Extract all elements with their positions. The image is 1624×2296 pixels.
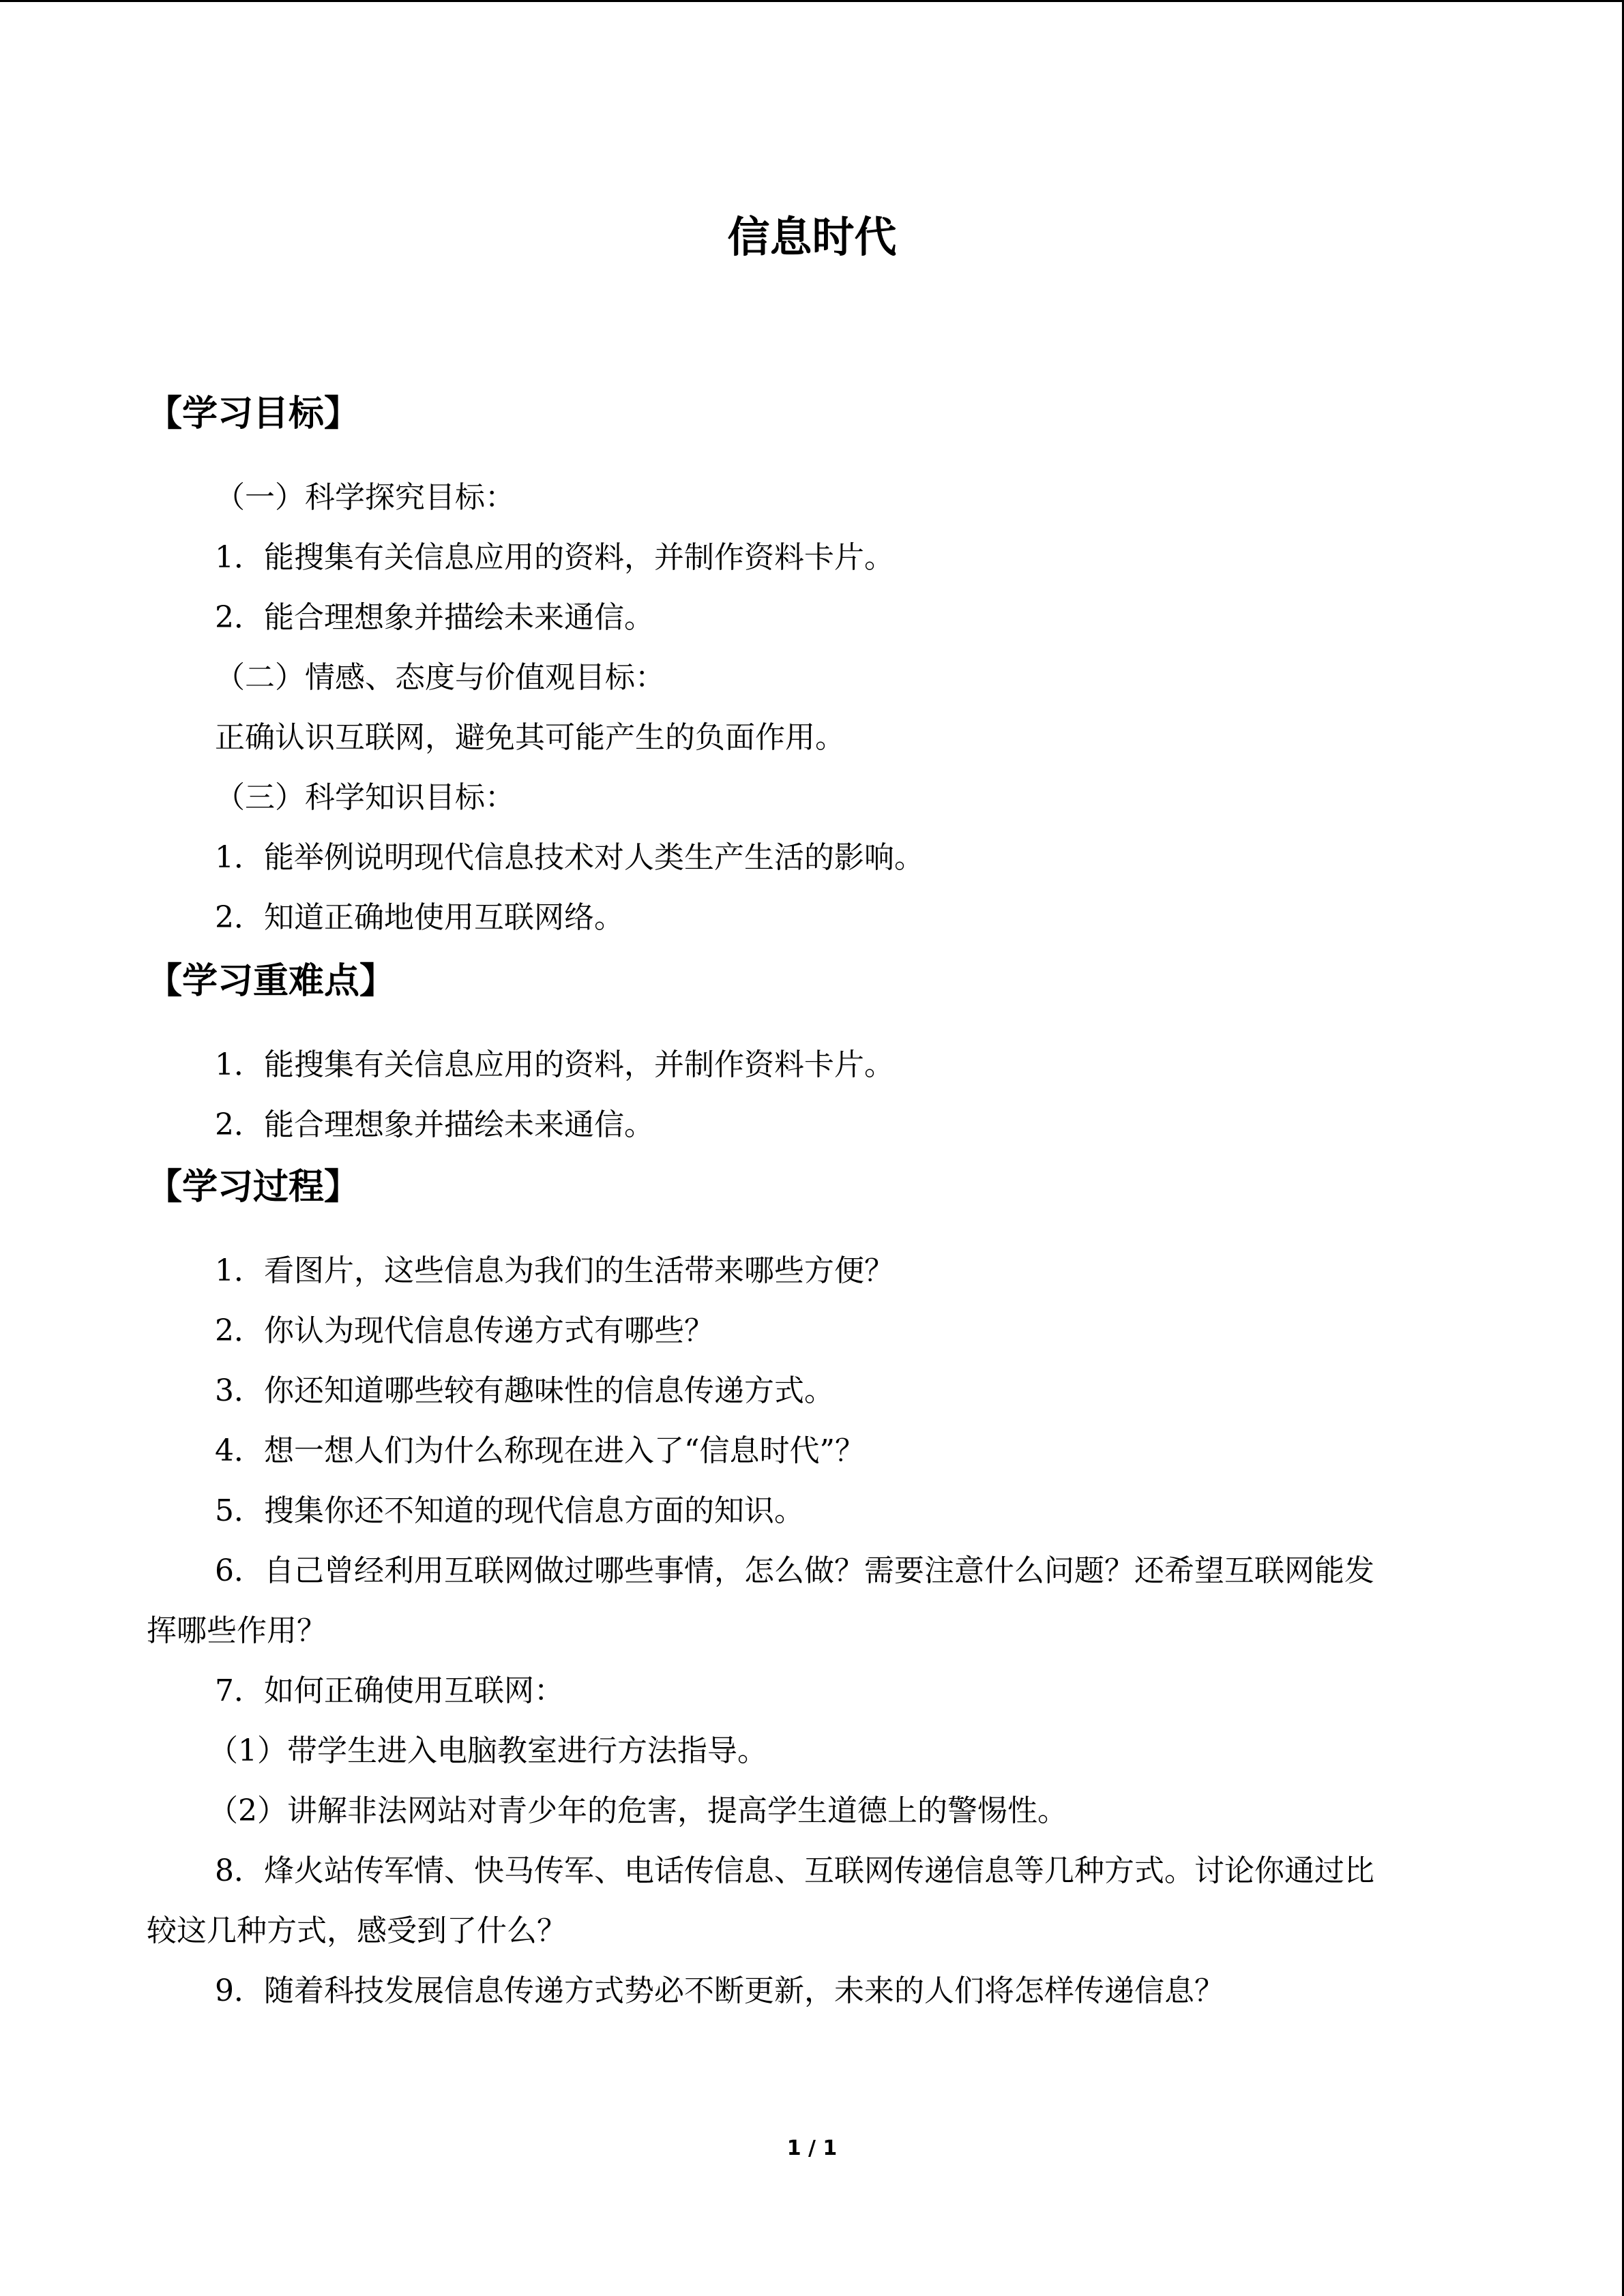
process-line-7-1: （1）带学生进入电脑教室进行方法指导。 [208,1733,767,1768]
goals-line-4: （二）情感、态度与价值观目标： [215,660,665,695]
key-points-line-2: 2．能合理想象并描绘未来通信。 [215,1107,654,1142]
process-line-7: 7．如何正确使用互联网： [215,1673,564,1708]
goals-line-6: （三）科学知识目标： [215,780,515,815]
process-line-7-2: （2）讲解非法网站对青少年的危害，提高学生道德上的警惕性。 [208,1793,1067,1828]
section-heading-process: 【学习过程】 [147,1167,360,1208]
page-number: 1 / 1 [786,2136,838,2160]
goals-line-5: 正确认识互联网，避免其可能产生的负面作用。 [215,720,845,755]
process-line-8: 8．烽火站传军情、快马传军、电话传信息、互联网传递信息等几种方式。讨论你通过比 [215,1853,1374,1888]
process-line-5: 5．搜集你还不知道的现代信息方面的知识。 [215,1493,804,1528]
goals-line-8: 2．知道正确地使用互联网络。 [215,900,624,935]
goals-line-1: （一）科学探究目标： [215,480,515,515]
process-line-9: 9．随着科技发展信息传递方式势必不断更新，未来的人们将怎样传递信息？ [215,1973,1224,2008]
process-line-3: 3．你还知道哪些较有趣味性的信息传递方式。 [215,1373,834,1408]
process-line-6: 6．自己曾经利用互联网做过哪些事情，怎么做？需要注意什么问题？还希望互联网能发 [215,1553,1374,1588]
process-line-1: 1．看图片，这些信息为我们的生活带来哪些方便？ [215,1253,894,1288]
goals-line-7: 1．能举例说明现代信息技术对人类生产生活的影响。 [215,840,924,875]
process-line-6-continued: 挥哪些作用？ [147,1613,327,1648]
process-line-4: 4．想一想人们为什么称现在进入了“信息时代”？ [215,1433,865,1468]
process-line-8-continued: 较这几种方式，感受到了什么？ [147,1913,567,1948]
section-heading-key-points: 【学习重难点】 [147,961,396,1002]
goals-line-2: 1．能搜集有关信息应用的资料，并制作资料卡片。 [215,540,894,575]
goals-line-3: 2．能合理想象并描绘未来通信。 [215,600,654,635]
section-heading-goals: 【学习目标】 [147,393,360,434]
document-title: 信息时代 [727,212,897,262]
process-line-2: 2．你认为现代信息传递方式有哪些？ [215,1313,714,1348]
key-points-line-1: 1．能搜集有关信息应用的资料，并制作资料卡片。 [215,1047,894,1082]
